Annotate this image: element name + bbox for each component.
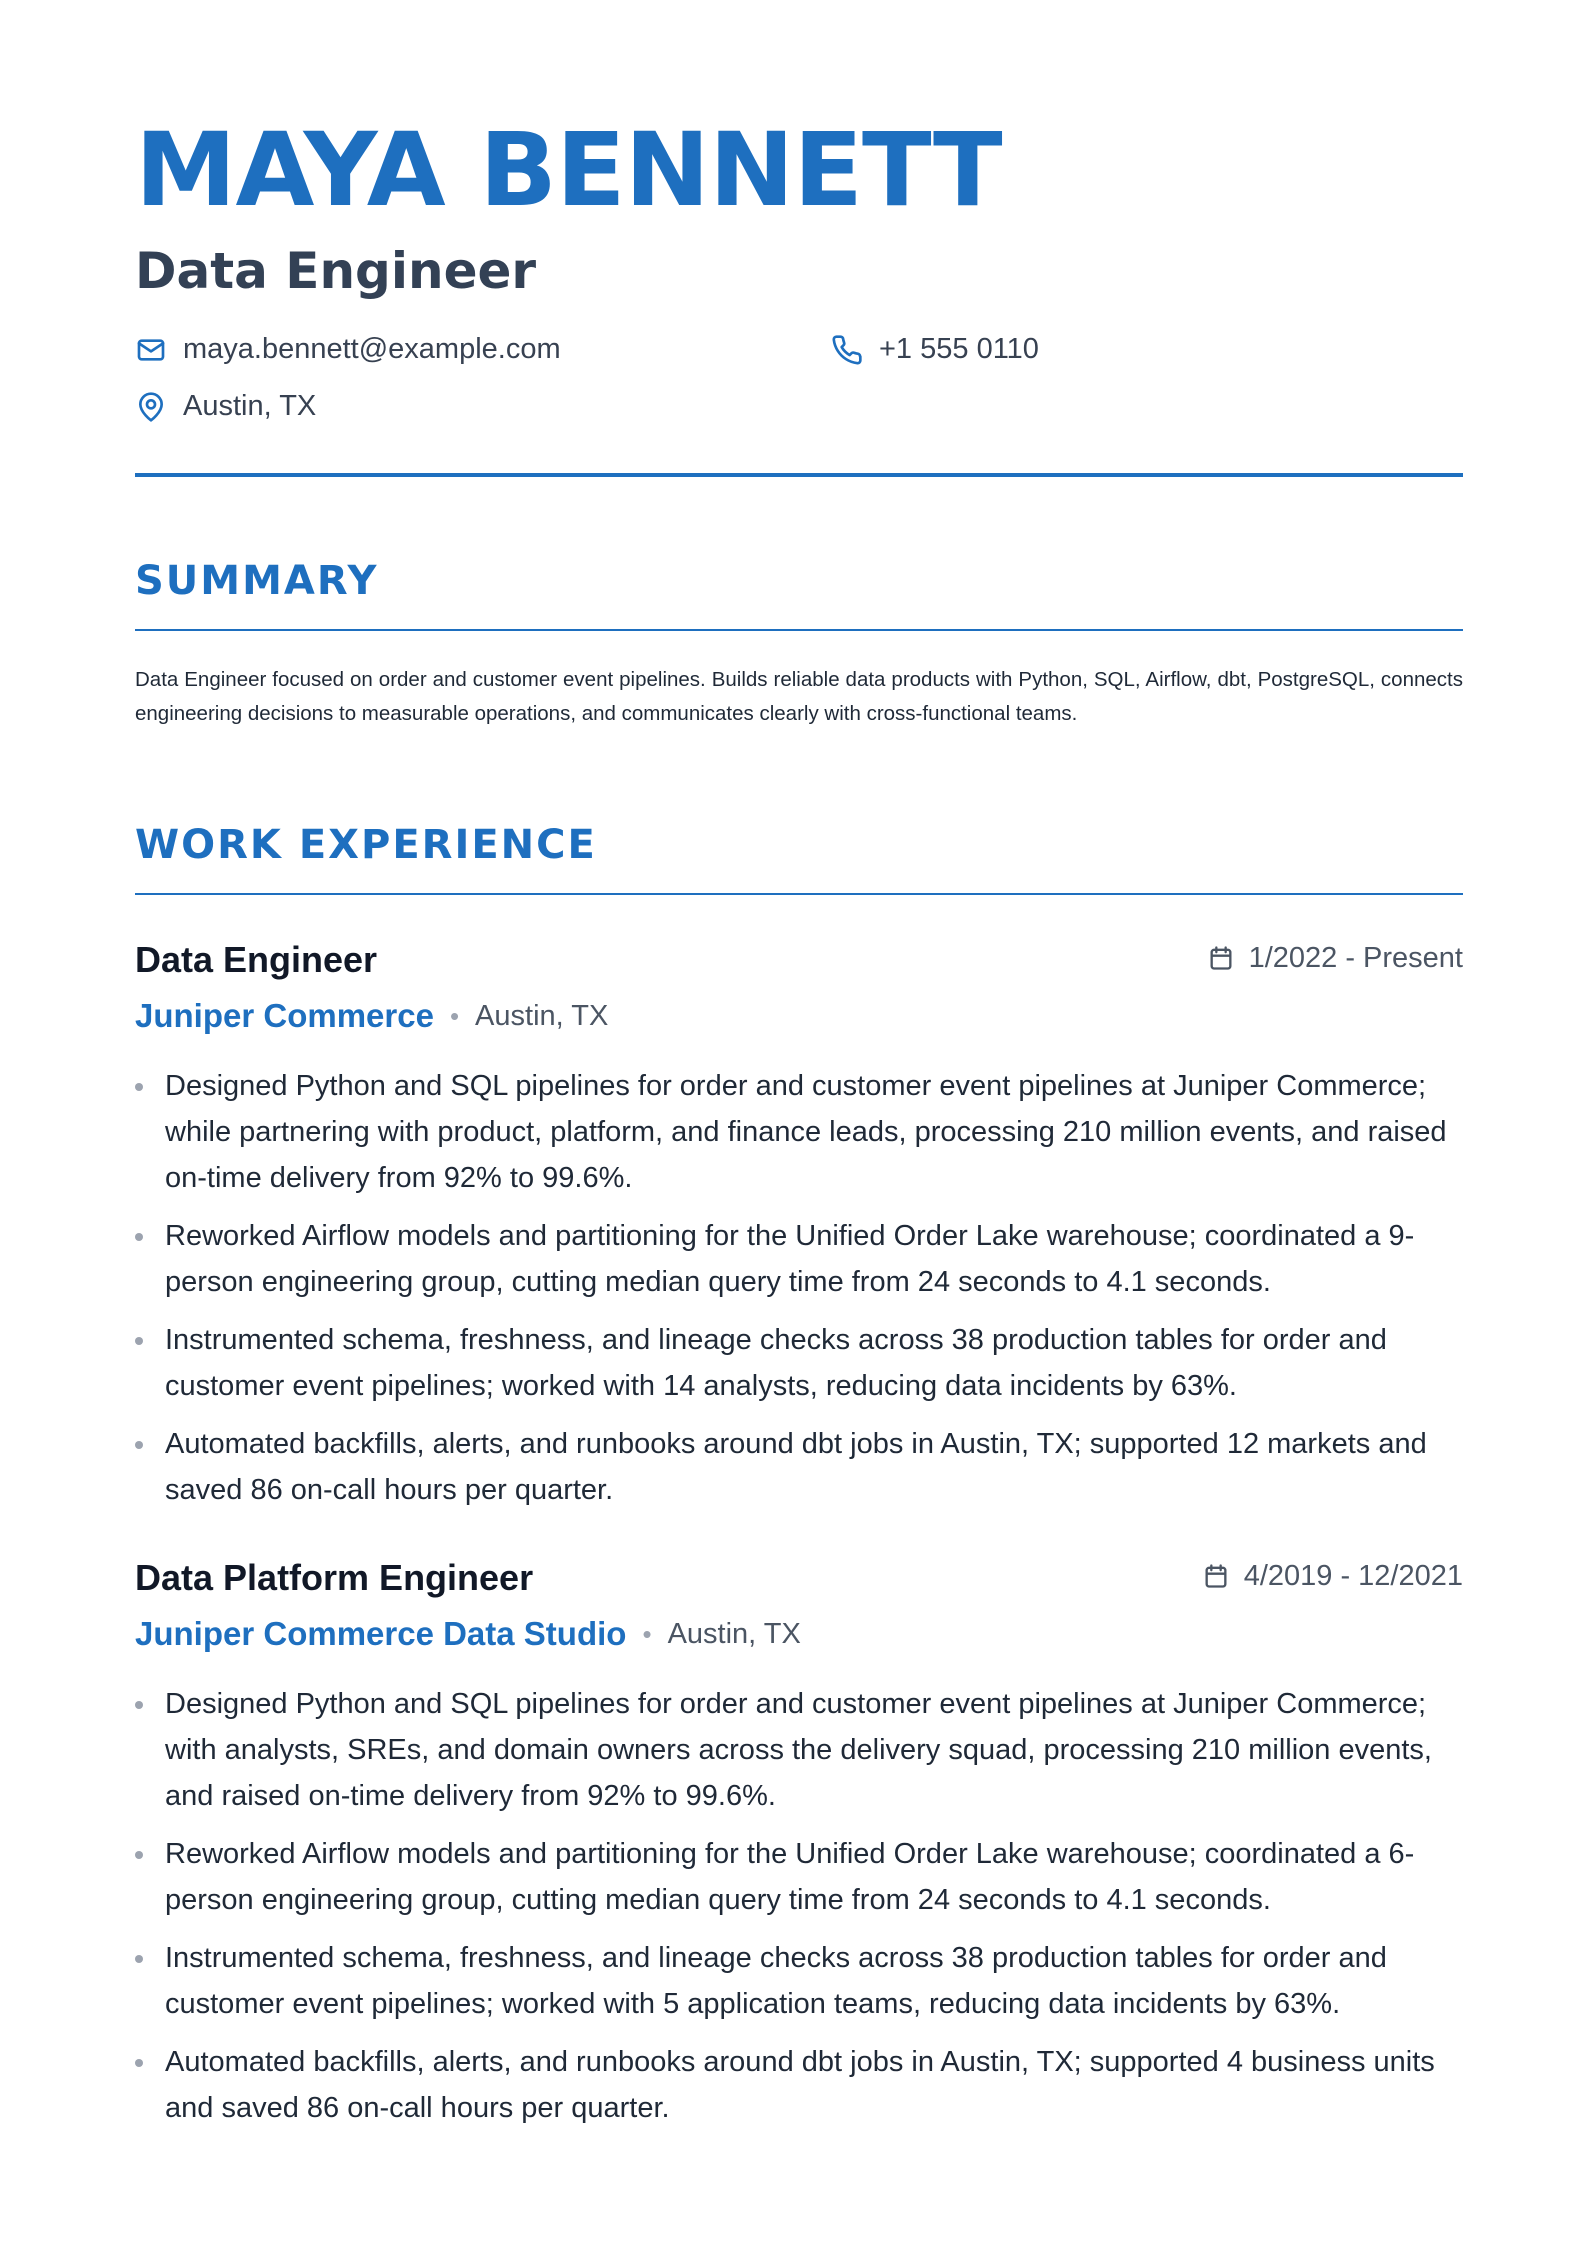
contact-phone[interactable]: [831, 333, 1039, 366]
experience-divider: [135, 893, 1463, 895]
bullet-item: [135, 1421, 1463, 1513]
summary-divider: [135, 629, 1463, 631]
mail-icon: [135, 334, 167, 366]
bullet-text: Instrumented schema, freshness, and lineage checks across 38 production tables for order and customer event pipelines; worked with 14 analysts, reducing data incidents by 63%.: [165, 1324, 1387, 1402]
bullet-text: Reworked Airflow models and partitioning for the Unified Order Lake warehouse; coordinated a 6-person engineering group, cutting median query time from 24 seconds to 4.1 seconds.: [165, 1838, 1415, 1916]
bullet-dot: [135, 1851, 143, 1859]
bullet-dot: [135, 1337, 143, 1345]
bullet-item: [135, 1681, 1463, 1819]
phone-text[interactable]: +1 555 0110: [879, 333, 1039, 365]
contact-info: [135, 333, 1463, 443]
summary-heading: SUMMARY: [135, 558, 379, 604]
separator-dot: •: [642, 1618, 652, 1649]
contact-email[interactable]: [135, 333, 561, 366]
bullet-dot: [135, 1955, 143, 1963]
bullet-dot: [135, 1233, 143, 1241]
bullet-item: [135, 1317, 1463, 1409]
experience-heading: WORK EXPERIENCE: [135, 822, 597, 868]
email-text[interactable]: maya.bennett@example.com: [183, 333, 561, 365]
job-dates: [1207, 942, 1463, 975]
bullet-text: Reworked Airflow models and partitioning for the Unified Order Lake warehouse; coordinated a 9-person engineering group, cutting median query time from 24 seconds to 4.1 seconds.: [165, 1220, 1415, 1298]
resume-content: [135, 111, 1463, 2143]
job-title: Data Platform Engineer: [135, 1557, 534, 1598]
job-dates-text: 4/2019 - 12/2021: [1243, 1559, 1463, 1592]
job-location: Austin, TX: [475, 999, 609, 1032]
bullet-item: [135, 1063, 1463, 1201]
company-name: Juniper Commerce: [135, 997, 434, 1034]
summary-text: Data Engineer focused on order and customer event pipelines. Builds reliable data products with Python, SQL, Airflow, dbt, PostgreSQL, connects engineering decisions to measurable operations, and communicates clearly with cross-functional teams.: [135, 668, 1463, 725]
bullet-item: [135, 1831, 1463, 1923]
bullet-item: [135, 1935, 1463, 2027]
contact-location: [135, 390, 316, 423]
calendar-icon: [1202, 1562, 1230, 1590]
header-divider: [135, 473, 1463, 477]
bullet-text: Designed Python and SQL pipelines for order and customer event pipelines at Juniper Commerce; with analysts, SREs, and domain owners across the delivery squad, processing 210 million events, and raised on-time delivery from 92% to 99.6%.: [165, 1688, 1432, 1812]
calendar-icon: [1207, 944, 1235, 972]
job-entry: [135, 1557, 1463, 2131]
bullet-dot: [135, 2059, 143, 2067]
bullet-text: Instrumented schema, freshness, and lineage checks across 38 production tables for order and customer event pipelines; worked with 5 application teams, reducing data incidents by 63%.: [165, 1942, 1387, 2020]
separator-dot: •: [449, 1000, 460, 1031]
map-pin-icon: [135, 391, 167, 423]
bullet-dot: [135, 1701, 143, 1709]
location-text: Austin, TX: [183, 390, 317, 422]
job-location: Austin, TX: [667, 1617, 801, 1650]
job-entry: [135, 939, 1463, 1513]
bullet-dot: [135, 1441, 143, 1449]
company-name: Juniper Commerce Data Studio: [135, 1615, 627, 1652]
job-bullets: [135, 1063, 1463, 1513]
job-bullets: [135, 1681, 1463, 2131]
bullet-dot: [135, 1083, 143, 1091]
bullet-text: Automated backfills, alerts, and runbooks around dbt jobs in Austin, TX; supported 12 markets and saved 86 on-call hours per quarter.: [165, 1428, 1427, 1506]
candidate-title: Data Engineer: [135, 242, 537, 300]
job-dates-text: 1/2022 - Present: [1248, 941, 1463, 974]
job-title: Data Engineer: [135, 939, 378, 980]
candidate-name: MAYA BENNETT: [135, 111, 1002, 230]
job-dates: [1202, 1560, 1463, 1593]
bullet-item: [135, 1213, 1463, 1305]
bullet-text: Automated backfills, alerts, and runbooks around dbt jobs in Austin, TX; supported 4 business units and saved 86 on-call hours per quarter.: [165, 2046, 1435, 2124]
bullet-text: Designed Python and SQL pipelines for order and customer event pipelines at Juniper Commerce; while partnering with product, platform, and finance leads, processing 210 million events, and raised on-time delivery from 92% to 99.6%.: [165, 1070, 1447, 1194]
bullet-item: [135, 2039, 1463, 2131]
phone-icon: [831, 334, 863, 366]
